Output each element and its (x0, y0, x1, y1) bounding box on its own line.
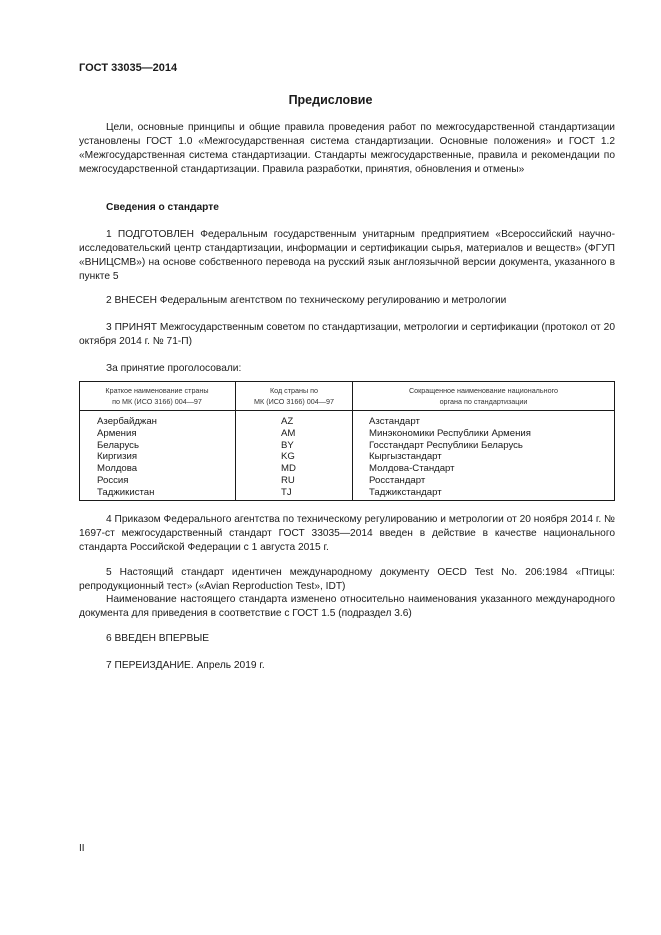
header-line: Код страны по (269, 386, 319, 395)
paragraph-2: 2 ВНЕСЕН Федеральным агентством по техническому регулированию и метрологии (106, 295, 507, 306)
voted-label: За принятие проголосовали: (106, 363, 242, 374)
paragraph-3: 3 ПРИНЯТ Межгосударственным советом по стандартизации, метрологии и сертификации (протокол от 20 октября 2014 г. № 71-П) (79, 322, 615, 347)
table-cell-body: Кыргызстандарт (369, 451, 442, 463)
table-cell-country: Азербайджан (97, 416, 157, 427)
table-cell-code: AM (281, 427, 296, 439)
table-cell-body: Азстандарт (369, 416, 420, 427)
table-cell-body: Минэкономики Республики Армения (369, 427, 531, 439)
section-title: Сведения о стандарте (106, 202, 219, 213)
intro-paragraph: Цели, основные принципы и общие правила проведения работ по межгосударственной стандартизации установлены ГОСТ 1.0 «Межгосударственная система стандартизации. Основные положения» и ГОСТ 1.2 «Межгосударственная система стандартизации. Стандарты межгосударственные, правила и рекомендации по межгосударственной стандартизации. Правила разработки, принятия, обновления и отмены» (79, 122, 615, 175)
table-header-body (353, 385, 614, 407)
header-line: МК (ИСО 3166) 004—97 (254, 397, 334, 406)
table-cell-country: Молдова (97, 463, 138, 475)
paragraph-4: 4 Приказом Федерального агентства по техническому регулированию и метрологии от 20 ноября 2014 г. № 1697-ст межгосударственный стандарт ГОСТ 33035—2014 введен в действие в качестве национального стандарта Российской Федерации с 1 августа 2015 г. (79, 514, 615, 553)
body-column (369, 416, 531, 499)
table-cell-code: BY (281, 439, 294, 451)
table-cell-body: Таджикстандарт (369, 486, 442, 498)
table-border-right (614, 381, 615, 501)
page-title: Предисловие (288, 93, 373, 107)
table-cell-code: MD (281, 463, 296, 475)
paragraph-6: 6 ВВЕДЕН ВПЕРВЫЕ (106, 633, 210, 644)
voting-table (79, 381, 615, 501)
country-column (97, 416, 157, 499)
document-code: ГОСТ 33035—2014 (79, 62, 178, 74)
table-header-code (236, 385, 352, 407)
code-column (281, 416, 296, 499)
header-line: Краткое наименование страны (105, 386, 209, 395)
page-number: II (79, 843, 85, 854)
table-cell-body: Госстандарт Республики Беларусь (369, 439, 523, 451)
paragraph-1: 1 ПОДГОТОВЛЕН Федеральным государственным унитарным предприятием «Всероссийский научно-исследовательский центр стандартизации, информации и сертификации сырья, материалов и веществ» (ФГУП «ВНИЦСМВ») на основе собственного перевода на русский язык англоязычной версии документа, указанного в пункте 5 (79, 229, 615, 282)
table-cell-country: Россия (97, 474, 129, 486)
table-cell-code: RU (281, 474, 295, 486)
table-cell-code: TJ (281, 486, 292, 498)
paragraph-7: 7 ПЕРЕИЗДАНИЕ. Апрель 2019 г. (106, 660, 265, 671)
header-line: по МК (ИСО 3166) 004—97 (112, 397, 202, 406)
table-border-top (79, 381, 615, 382)
table-cell-country: Беларусь (97, 439, 139, 451)
table-cell-code: AZ (281, 416, 294, 427)
header-line: Сокращенное наименование национального (408, 386, 559, 395)
paragraph-5: 5 Настоящий стандарт идентичен международному документу OECD Test No. 206:1984 «Птицы: репродукционный тест» («Avian Reproduction Test», IDT) (79, 567, 615, 592)
table-header-divider (79, 410, 615, 411)
table-header-country (79, 385, 235, 407)
header-line: органа по стандартизации (439, 397, 528, 406)
table-cell-country: Таджикистан (97, 486, 155, 498)
paragraph-5-note: Наименование настоящего стандарта изменено относительно наименования указанного международного документа для приведения в соответствие с ГОСТ 1.5 (подраздел 3.6) (79, 594, 615, 619)
table-cell-body: Молдова-Стандарт (369, 463, 455, 475)
table-cell-country: Киргизия (97, 451, 138, 463)
table-cell-body: Росстандарт (369, 474, 426, 486)
table-border-bottom (79, 500, 615, 501)
table-cell-code: KG (281, 451, 295, 463)
table-cell-country: Армения (97, 427, 137, 439)
